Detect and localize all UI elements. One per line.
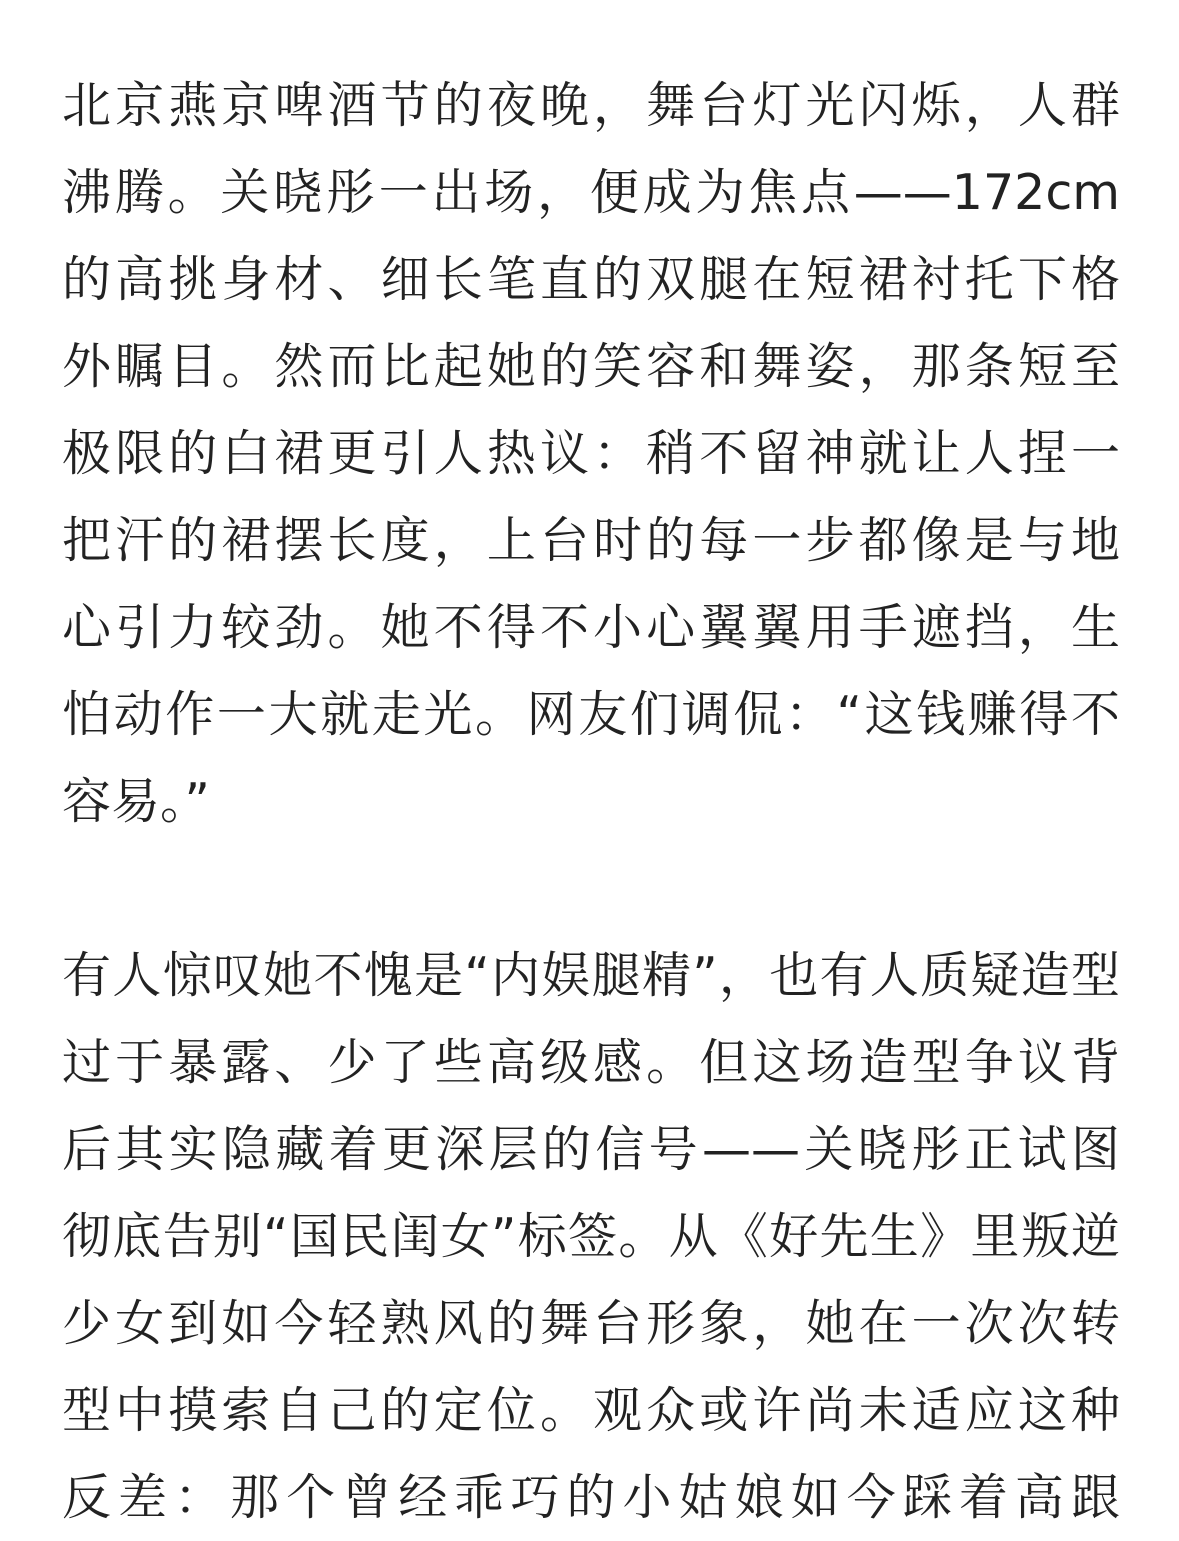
text-line: 外瞩目。然而比起她的笑容和舞姿，那条短至 [62,338,1120,395]
text-line: 过于暴露、少了些高级感。但这场造型争议背 [62,1034,1120,1091]
text-line: 有人惊叹她不愧是“内娱腿精”，也有人质疑造型 [62,947,1120,1004]
text-line: 心引力较劲。她不得不小心翼翼用手遮挡，生 [62,599,1120,656]
text-line: 怕动作一大就走光。网友们调侃：“这钱赚得不 [62,686,1120,743]
paragraph-2 [62,932,1120,1541]
text-line: 极限的白裙更引人热议：稍不留神就让人捏一 [62,425,1120,482]
text-line: 型中摸索自己的定位。观众或许尚未适应这种 [62,1382,1120,1439]
text-line: 少女到如今轻熟风的舞台形象，她在一次次转 [62,1295,1120,1352]
paragraph-1 [62,62,1120,845]
text-line: 反差：那个曾经乖巧的小姑娘如今踩着高跟 [62,1469,1120,1526]
text-line: 后其实隐藏着更深层的信号——关晓彤正试图 [62,1121,1120,1178]
text-line: 沸腾。关晓彤一出场，便成为焦点——172cm [62,164,1120,221]
paragraph-spacer [62,845,1120,932]
text-line: 容易。” [62,773,210,830]
article-body [62,62,1120,1541]
text-line: 北京燕京啤酒节的夜晚，舞台灯光闪烁，人群 [62,77,1120,134]
text-line: 把汗的裙摆长度，上台时的每一步都像是与地 [62,512,1120,569]
text-line: 的高挑身材、细长笔直的双腿在短裙衬托下格 [62,251,1120,308]
text-line: 彻底告别“国民闺女”标签。从《好先生》里叛逆 [62,1208,1120,1265]
